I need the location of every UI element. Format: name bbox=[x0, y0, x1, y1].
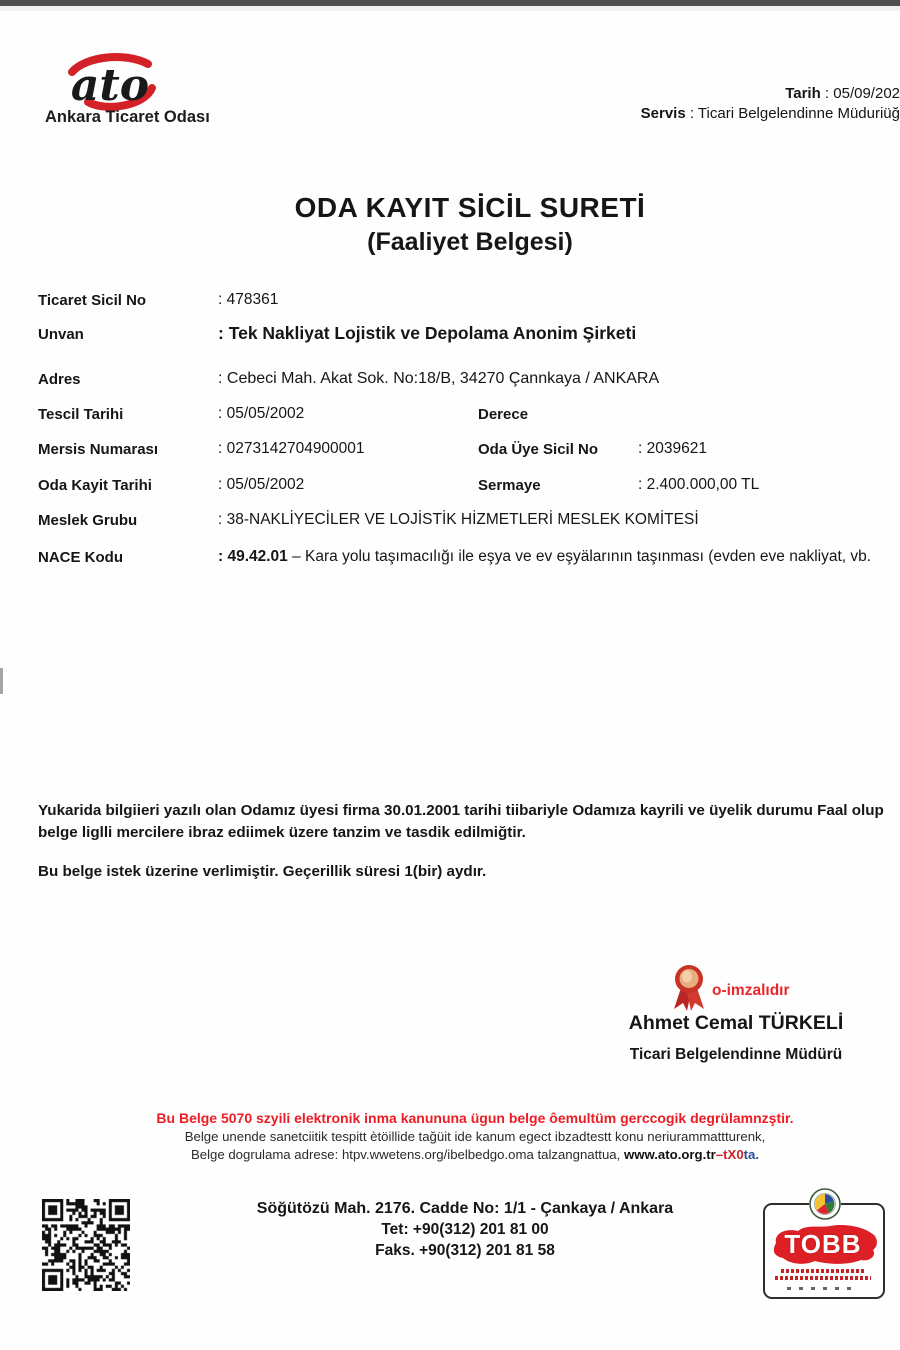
field-meslek-grubu bbox=[38, 512, 900, 536]
signatory-name: Ahmet Cemal TÜRKELİ bbox=[628, 1012, 844, 1034]
field-label: Oda Kayit Tarihi bbox=[38, 477, 152, 494]
field-label: Meslek Grubu bbox=[38, 512, 138, 529]
legal-line-3 bbox=[25, 1147, 900, 1162]
signatory-title: Ticari Belgelendinne Müdürü bbox=[629, 1046, 843, 1063]
title-sub: (Faaliyet Belgesi) bbox=[367, 228, 573, 256]
field-label: Mersis Numarası bbox=[38, 441, 159, 458]
field-nace-kodu bbox=[38, 549, 900, 573]
tobb-fine-print-line bbox=[781, 1269, 865, 1273]
ato-url: www.ato.org.tr bbox=[623, 1147, 716, 1162]
field-label: Ticaret Sicil No bbox=[38, 292, 147, 309]
header-meta bbox=[520, 84, 900, 124]
field-mersis bbox=[38, 441, 900, 465]
svg-text:ato: ato bbox=[70, 60, 150, 111]
field-label: NACE Kodu bbox=[38, 549, 123, 566]
field-value: : 38-NAKLİYECİLER VE LOJİSTİK HİZMETLERİ MESLEK KOMİTESİ bbox=[218, 511, 699, 528]
field-ticaret-sicil-no bbox=[38, 292, 900, 316]
field-label: Adres bbox=[38, 371, 81, 388]
field-label-oda-uye: Oda Üye Sicil No bbox=[478, 441, 599, 458]
field-value: : Tek Nakliyat Lojistik ve Depolama Anonim Şirketi bbox=[218, 323, 637, 343]
servis-line bbox=[520, 104, 900, 124]
servis-value: : Ticari Belgelendinne Müduriüğ bbox=[685, 105, 900, 122]
tarih-line bbox=[520, 84, 900, 104]
field-value bbox=[218, 548, 900, 566]
tobb-emblem-icon bbox=[809, 1188, 841, 1220]
tarih-value: : 05/09/202 bbox=[820, 85, 900, 102]
nace-description: – Kara yolu taşımacılığı ile eşya ve ev eşyälarının taşınması (evden eve nakliyat, vb. bbox=[287, 548, 872, 565]
certification-paragraph: Yukarida bilgiieri yazılı olan Odamız üyesi firma 30.01.2001 tarihi tiibariyle Odamıza kayrili ve üyelik durumu Faal olup belge liglli mercilere ibraz ediimek üzere tanzim ve tasdik edilmiğtir. bbox=[38, 802, 884, 841]
field-oda-kayit-tarihi bbox=[38, 477, 900, 501]
field-value: : 478361 bbox=[218, 291, 279, 308]
tobb-logo bbox=[763, 1203, 885, 1299]
org-name: Ankara Ticaret Odası bbox=[45, 108, 210, 126]
field-value-oda-uye: : 2039621 bbox=[638, 440, 707, 457]
tobb-wordmark: TOBB bbox=[784, 1229, 862, 1259]
validity-paragraph: Bu belge istek üzerine verlimiştir. Geçerillik süresi 1(bir) aydır. bbox=[38, 863, 487, 880]
field-adres bbox=[38, 371, 900, 395]
legal-line-1: Bu Belge 5070 szyili elektronik inma kanununa ügun belge ôemultüm gerccogik degrülamnzştir. bbox=[156, 1110, 794, 1126]
field-value: : Cebeci Mah. Akat Sok. No:18/B, 34270 Çannkaya / ANKARA bbox=[218, 370, 660, 387]
field-tescil-tarihi bbox=[38, 406, 900, 430]
field-label-derece: Derece bbox=[478, 406, 529, 423]
footer-fax: Faks. +90(312) 201 81 58 bbox=[375, 1242, 555, 1259]
legal-line-2: Belge unende sanetciitik tespitt ètöillide tağüit ide kanum egect ibzadtestt konu neriurammattturenk, bbox=[184, 1129, 766, 1144]
field-label: Unvan bbox=[38, 326, 84, 343]
legal-line-3-text: Belge dogrulama adrese: htpv.wwetens.org/ibelbedgo.oma talzangnattua, bbox=[190, 1147, 624, 1162]
field-value-sermaye: : 2.400.000,00 TL bbox=[638, 476, 760, 493]
field-unvan bbox=[38, 323, 900, 350]
title-main: ODA KAYIT SİCİL SURETİ bbox=[294, 192, 646, 223]
tobb-dash-row bbox=[787, 1287, 859, 1290]
servis-label: Servis bbox=[640, 105, 686, 122]
field-value: : 05/05/2002 bbox=[218, 476, 305, 493]
scan-edge-mark bbox=[0, 668, 3, 694]
tobb-fine-print-line bbox=[775, 1276, 871, 1280]
footer-address: Söğütözü Mah. 2176. Cadde No: 1/1 - Çankaya / Ankara bbox=[256, 1200, 674, 1217]
legal-line-3-red: –tX0 bbox=[715, 1147, 744, 1162]
field-label: Tescil Tarihi bbox=[38, 406, 124, 423]
field-value: : 0273142704900001 bbox=[218, 440, 365, 457]
scan-top-bar-shadow bbox=[0, 6, 900, 11]
e-signature-stamp: o-imzalıdır bbox=[712, 982, 790, 999]
field-value: : 05/05/2002 bbox=[218, 405, 305, 422]
seal-ribbon-icon bbox=[670, 964, 708, 1014]
tarih-label: Tarih bbox=[785, 85, 821, 102]
field-label-sermaye: Sermaye bbox=[478, 477, 541, 494]
nace-code: : 49.42.01 bbox=[218, 548, 288, 565]
footer-tel: Tet: +90(312) 201 81 00 bbox=[381, 1221, 549, 1238]
document-title bbox=[20, 192, 900, 257]
legal-line-3-blue: ta. bbox=[743, 1147, 760, 1162]
